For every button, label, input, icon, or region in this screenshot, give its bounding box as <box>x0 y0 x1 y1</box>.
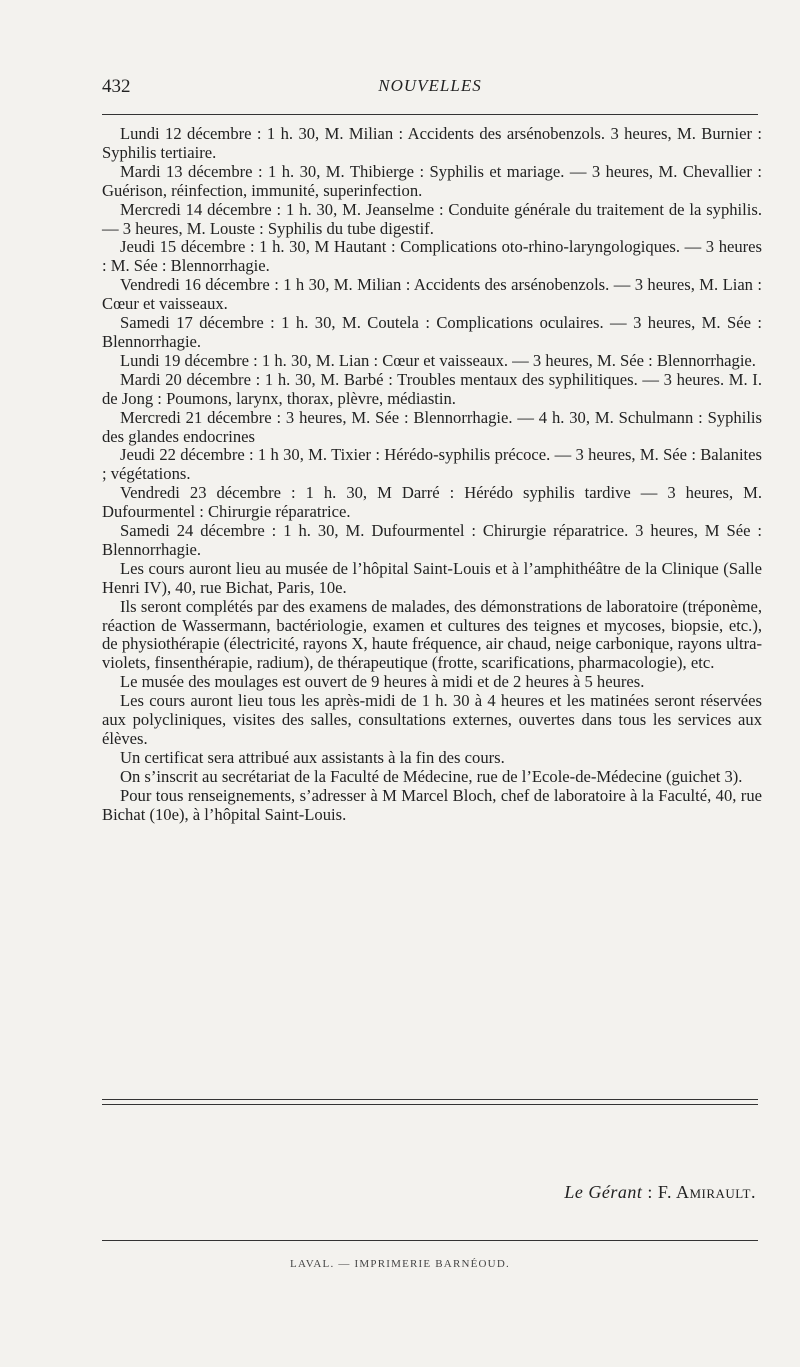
paragraph: Les cours auront lieu au musée de l’hôpital Saint-Louis et à l’amphithéâtre de la Clinique (Salle Henri IV), 40, rue Bichat, Paris, 10e. <box>102 558 762 597</box>
paragraph: Lundi 19 décembre : 1 h. 30, M. Lian : Cœur et vaisseaux. — 3 heures, M. Sée : Blennorrhagie. <box>120 350 756 370</box>
paragraph: Le musée des moulages est ouvert de 9 heures à midi et de 2 heures à 5 heures. <box>120 672 645 692</box>
body-text <box>102 125 762 825</box>
footer-rule <box>102 1099 758 1100</box>
paragraph: Jeudi 15 décembre : 1 h. 30, M Hautant : Complications oto-rhino-laryngologiques. — 3 heures : M. Sée : Blennorrhagie. <box>102 237 762 276</box>
paragraph: Lundi 12 décembre : 1 h. 30, M. Milian : Accidents des arsénobenzols. 3 heures, M. Burnier : Syphilis tertiaire. <box>102 124 762 162</box>
page-number: 432 <box>102 76 131 97</box>
paragraph: Mercredi 14 décembre : 1 h. 30, M. Jeanselme : Conduite générale du traitement de la syphilis. — 3 heures, M. Louste : Syphilis du tube digestif. <box>102 199 762 238</box>
running-title: NOUVELLES <box>378 76 482 95</box>
paragraph: Mardi 13 décembre : 1 h. 30, M. Thibierge : Syphilis et mariage. — 3 heures, M. Chevallier : Guérison, réinfection, immunité, superinfection. <box>102 161 762 200</box>
footer-rule <box>102 1104 758 1105</box>
paragraph: Mercredi 21 décembre : 3 heures, M. Sée : Blennorrhagie. — 4 h. 30, M. Schulmann : Syphilis des glandes endocrines <box>102 407 762 446</box>
paragraph: Pour tous renseignements, s’adresser à M Marcel Bloch, chef de laboratoire à la Faculté, 40, rue Bichat (10e), à l’hôpital Saint-Louis. <box>102 785 762 824</box>
header-rule <box>102 114 758 115</box>
paragraph: Un certificat sera attribué aux assistants à la fin des cours. <box>120 747 505 767</box>
paragraph: Samedi 24 décembre : 1 h. 30, M. Dufourmentel : Chirurgie réparatrice. 3 heures, M Sée : Blennorrhagie. <box>102 521 762 559</box>
page-header <box>102 76 758 100</box>
printer-imprint: LAVAL. — IMPRIMERIE BARNÉOUD. <box>290 1258 510 1270</box>
gerant-signature <box>564 1182 756 1203</box>
paragraph: Vendredi 23 décembre : 1 h. 30, M Darré : Hérédo syphilis tardive — 3 heures, M. Dufourmentel : Chirurgie réparatrice. <box>102 483 762 522</box>
paragraph: Vendredi 16 décembre : 1 h 30, M. Milian : Accidents des arsénobenzols. — 3 heures, M. Lian : Cœur et vaisseaux. <box>102 275 762 314</box>
gerant-name: F. Amirault. <box>657 1182 756 1202</box>
signature-rule <box>102 1240 758 1241</box>
paragraph: Samedi 17 décembre : 1 h. 30, M. Coutela : Complications oculaires. — 3 heures, M. Sée : Blennorrhagie. <box>102 313 762 351</box>
paragraph: Les cours auront lieu tous les après-midi de 1 h. 30 à 4 heures et les matinées seront réservées aux polycliniques, visites des salles, consultations externes, ouvertes dans tous les services aux élèves. <box>102 691 762 748</box>
gerant-label: Le Gérant <box>564 1182 643 1202</box>
paragraph: Jeudi 22 décembre : 1 h 30, M. Tixier : Hérédo-syphilis précoce. — 3 heures, M. Sée : Balanites ; végétations. <box>102 445 762 484</box>
gerant-separator: : <box>642 1182 658 1202</box>
paragraph: Ils seront complétés par des examens de malades, des démonstrations de laboratoire (tréponème, réaction de Wassermann, bactériologie, examen et cultures des teignes et mycoses, biopsie, etc.), de physiothérapie (électricité, rayons X, haute fréquence, air chaud, neige carbonique, rayons ultra-violets, finsenthérapie, radium), de thérapeutique (frotte, scarifications, pharmacologie), etc. <box>102 596 762 673</box>
paragraph: Mardi 20 décembre : 1 h. 30, M. Barbé : Troubles mentaux des syphilitiques. — 3 heures. M. I. de Jong : Poumons, larynx, thorax, plèvre, médiastin. <box>102 369 762 408</box>
paragraph: On s’inscrit au secrétariat de la Faculté de Médecine, rue de l’Ecole-de-Médecine (guichet 3). <box>120 766 743 786</box>
